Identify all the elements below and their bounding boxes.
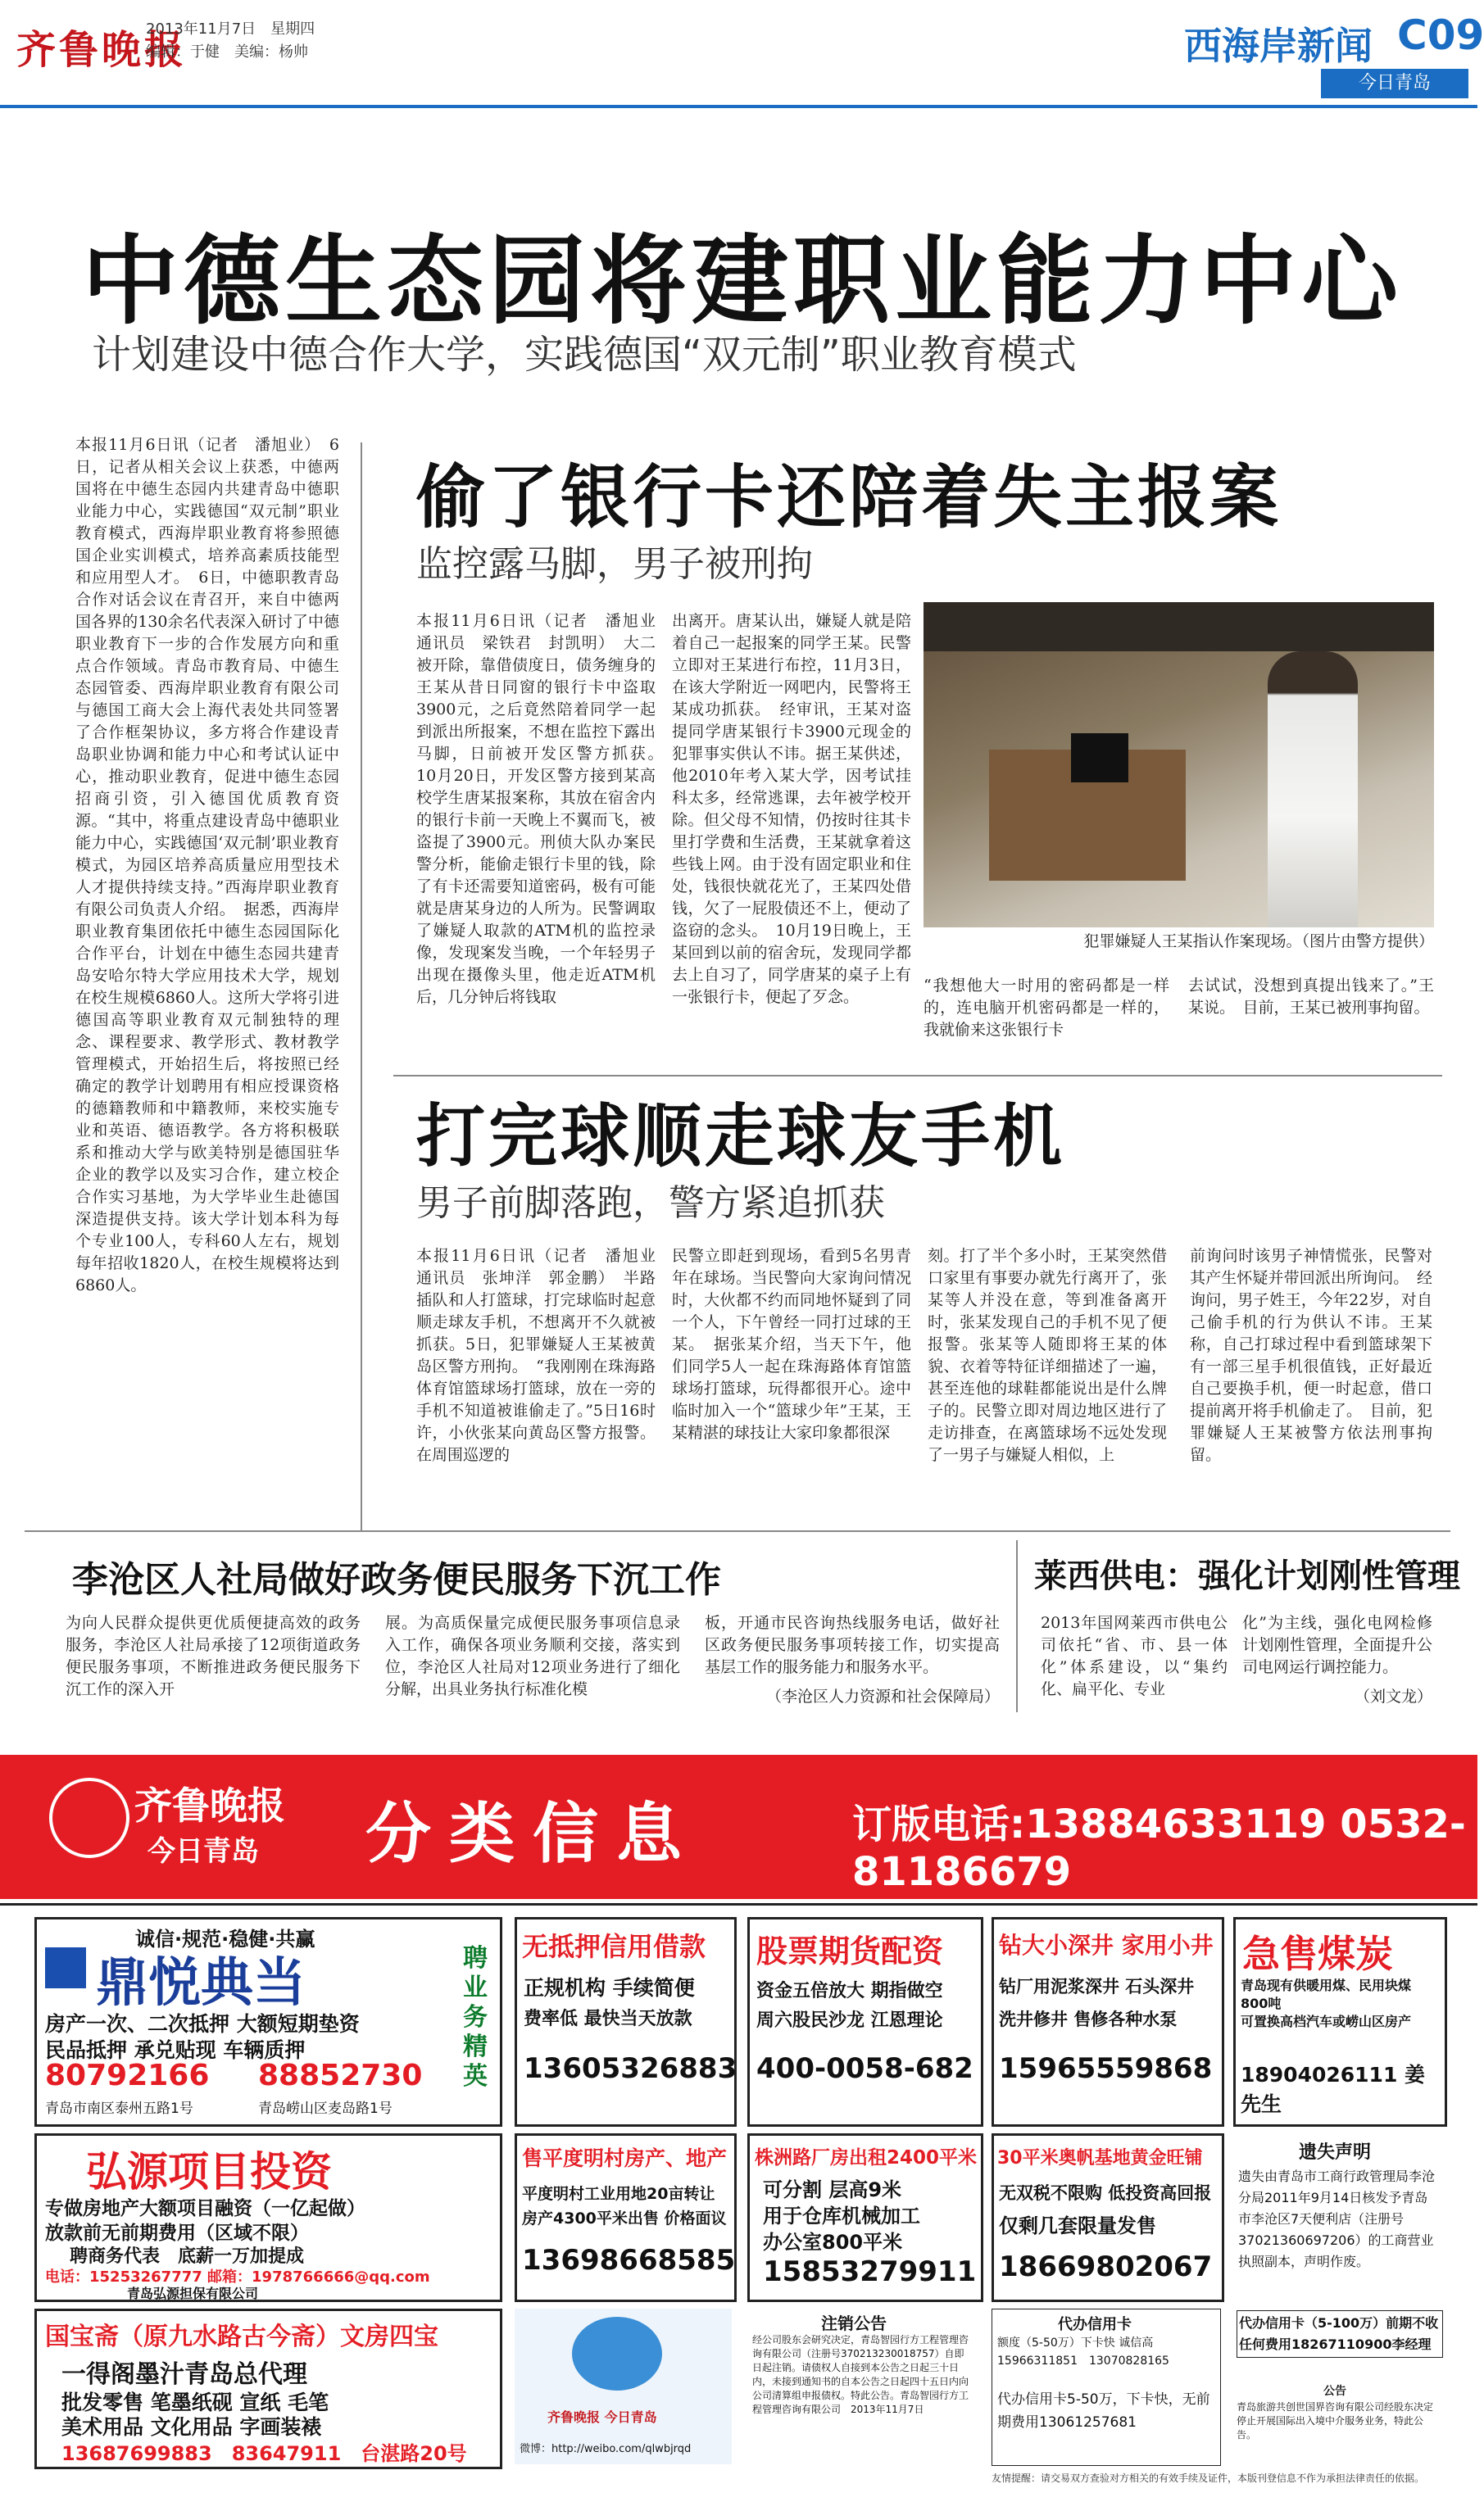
ad-loan-title: 无抵押信用借款 [522, 1931, 706, 1962]
ad-hongyuan-phone: 电话：15253267777 邮箱：1978766666@qq.com [45, 2268, 430, 2286]
story-phone-headline: 打完球顺走球友手机 [416, 1096, 1066, 1176]
subsection-label: 今日青岛 [1321, 69, 1468, 98]
ad-creditcard2 [1233, 2309, 1442, 2464]
ad-aofan-line1: 无双税不限购 低投资高回报 [999, 2183, 1212, 2203]
banner-logo-sub: 今日青岛 [147, 1835, 259, 1868]
ad-coal-line2: 可置换高档汽车或崂山区房产 [1241, 2014, 1412, 2029]
story-licang-col3: 板，开通市民咨询热线服务电话，做好社区政务便民服务事项转接工作，切实提高基层工作的服务能力和服务水平。 [705, 1614, 1000, 1676]
banner-phone: 订版电话:13884633119 0532-81186679 [852, 1802, 1466, 1895]
lead-subheadline: 计划建设中德合作大学，实践德国“双元制”职业教育模式 [92, 332, 1077, 378]
ad-hongyuan-line2: 放款前无前期费用（区域不限） [45, 2223, 309, 2244]
ad-dingyue-addr1: 青岛市南区泰州五路1号 [45, 2101, 193, 2117]
ad-creditcard [992, 2309, 1221, 2466]
ad-dingyue-line1: 房产一次、二次抵押 大额短期垫资 [45, 2012, 360, 2036]
ad-zhuzhou-title: 株洲路厂房出租2400平米 [755, 2147, 978, 2169]
ad-guobaozhai-line1: 一得阁墨汁青岛总代理 [61, 2360, 307, 2389]
ad-well-line1: 钻厂用泥浆深井 石头深井 [999, 1977, 1195, 1997]
ad-well [992, 1917, 1224, 2127]
bird-logo-icon [572, 2317, 662, 2391]
banner-logo [49, 1770, 320, 1876]
story-licang-col1: 为向人民群众提供更优质便捷高效的政务服务，李沧区人社局承接了12项街道政务便民服务事项，不断推进政务便民服务下沉工作的深入开 [66, 1614, 361, 1698]
ad-creditcard2-line1: 代办信用卡（5-100万）前期不收任何费用18267110900李经理 [1237, 2310, 1443, 2358]
ad-dingyue-phone2: 88852730 [258, 2059, 423, 2092]
ad-dingyue-title: 鼎悦典当 [96, 1953, 306, 2014]
story-laixi-col1: 2013年国网莱西市供电公司依托“省、市、县一体化”体系建设，以“集约化、扁平化、专业 [1041, 1614, 1228, 1698]
suspect-photo [924, 602, 1434, 927]
ad-coal-title: 急售煤炭 [1242, 1932, 1393, 1976]
story-phone-subheadline: 男子前脚落跑，警方紧追抓获 [416, 1182, 885, 1224]
page-number: C09 [1397, 11, 1484, 59]
section-title: 西海岸新闻 [1184, 24, 1373, 68]
ad-weibo-url: 微博：http://weibo.com/qlwbjrqd [520, 2443, 692, 2455]
ad-coal [1233, 1917, 1447, 2127]
ad-lost-title: 遗失声明 [1299, 2142, 1372, 2163]
classified-top-rule [0, 1903, 1477, 1906]
ad-dingyue-phone1: 80792166 [45, 2059, 210, 2092]
story-bankcard-col4: 去试试，没想到真提出钱来了。”王某说。 目前，王某已被刑事拘留。 [1188, 977, 1434, 1017]
ad-weibo [515, 2309, 732, 2464]
ad-zhuzhou-line1: 可分割 层高9米 [763, 2178, 902, 2201]
ad-loan-phone: 13605326883 [524, 2052, 737, 2085]
ad-pingdu-line1: 平度明村工业用地20亩转让 [522, 2185, 715, 2203]
ad-guobaozhai [34, 2309, 502, 2469]
ad-lost-body: 遗失由青岛市工商行政管理局李沧分局2011年9月14日核发予青岛市李沧区7天便利店（注册号37021360697206）的工商营业执照副本，声明作废。 [1238, 2169, 1436, 2269]
header-divider [0, 105, 1477, 108]
section-divider [25, 1530, 1450, 1532]
ad-creditcard-phone: 15966311851 13070828165 [997, 2355, 1169, 2368]
ad-creditcard-title: 代办信用卡 [1058, 2316, 1132, 2333]
banner-title: 分类信息 [365, 1796, 700, 1872]
pawn-logo-icon [45, 1947, 86, 1988]
ad-pingdu-line2: 房产4300平米出售 价格面议 [522, 2210, 727, 2228]
ad-pingdu-phone: 13698668585 [522, 2244, 736, 2277]
ad-dingyue-pawn [34, 1917, 502, 2127]
ad-hongyuan-title: 弘源项目投资 [86, 2148, 332, 2196]
ad-zhuzhou-line3: 办公室800平米 [763, 2231, 903, 2254]
issue-meta [146, 18, 315, 64]
ad-guobaozhai-phone: 13687699883 83647911 台湛路20号 [61, 2442, 467, 2465]
ad-loan-line1: 正规机构 手续简便 [524, 1976, 695, 2000]
ad-cancel-title: 注销公告 [821, 2314, 887, 2333]
story-phone-col2: 民警立即赶到现场，看到5名男青年在球场。当民警向大家询问情况时，大伙都不约而同地怀疑到了同一个人，下午曾经一同打过球的王某。 据张某介绍，当天下午，他们同学5人一起在珠海路体育馆篮球场打篮球，玩得都很开心。途中临时加入一个“篮球少年”王某，王某精湛的球技让大家印象都很深 [672, 1247, 911, 1442]
ad-guobaozhai-line2: 批发零售 笔墨纸砚 宣纸 毛笔 [61, 2391, 329, 2414]
ad-creditcard-line2: 代办信用卡5-50万，下卡快，无前期费用13061257681 [997, 2391, 1210, 2431]
issue-editors: 编辑：于健 美编：杨帅 [146, 43, 308, 61]
issue-date: 2013年11月7日 星期四 [146, 20, 315, 38]
ad-announce-body: 青岛旅游共创世国界咨询有限公司经股东决定停止开展国际出入境中介服务业务，特此公告。 [1237, 2401, 1434, 2441]
ad-well-phone: 15965559868 [999, 2052, 1213, 2085]
ad-lost-notice [1233, 2133, 1442, 2297]
lead-headline: 中德生态园将建职业能力中心 [82, 224, 1404, 338]
story-laixi-headline: 莱西供电：强化计划刚性管理 [1034, 1557, 1460, 1595]
newspaper-logo: 齐鲁晚报 [16, 27, 188, 73]
ad-well-line2: 洗井修井 售修各种水泵 [999, 2010, 1178, 2029]
ad-pingdu-title: 售平度明村房产、地产 [522, 2146, 728, 2170]
story-laixi-col2: 化”为主线，强化电网检修计划刚性管理，全面提升公司电网运行调控能力。 [1242, 1614, 1432, 1676]
ad-weibo-logo: 齐鲁晚报 今日青岛 [547, 2409, 657, 2425]
ad-guobaozhai-line3: 美术用品 文化用品 字画装裱 [61, 2415, 322, 2439]
ad-dingyue-motto: 诚信·规范·稳健·共赢 [135, 1928, 315, 1951]
ad-aofan-line2: 仅剩几套限量发售 [999, 2214, 1156, 2237]
ad-cancel-body: 经公司股东会研究决定，青岛智园行方工程管理咨询有限公司（注册号370213230018757）自即日起注销。请债权人自接到本公告之日起三十日内，未接到通知书的自本公告之日起四十五日内向公司清算组申报债权。特此公告。青岛智园行方工程管理咨询有限公司 2013年11月7日 [752, 2334, 969, 2415]
ad-stock-line2: 周六股民沙龙 江恩理论 [756, 2010, 943, 2031]
story-licang-col2: 展。为高质保量完成便民服务事项信息录入工作，确保各项业务顺利交接，落实到位，李沧区人社局对12项业务进行了细化分解，出具业务执行标准化模 [385, 1614, 680, 1698]
story-licang-headline: 李沧区人社局做好政务便民服务下沉工作 [72, 1559, 721, 1601]
ad-pingdu [515, 2133, 737, 2302]
ad-loan [515, 1917, 737, 2127]
photo-caption: 犯罪嫌疑人王某指认作案现场。（图片由警方提供） [1083, 932, 1434, 950]
column-divider [1016, 1540, 1018, 1712]
ad-hongyuan-line3: 聘商务代表 底薪一万加提成 [70, 2246, 305, 2267]
ad-loan-line2: 费率低 最快当天放款 [524, 2009, 692, 2029]
ad-aofan-title: 30平米奥帆基地黄金旺铺 [997, 2148, 1203, 2169]
story-divider [393, 1075, 1442, 1076]
ad-dingyue-side: 聘业务精英 [463, 1944, 488, 2091]
ad-hongyuan-line1: 专做房地产大额项目融资（一亿起做） [45, 2198, 365, 2219]
ad-stock [747, 1917, 983, 2127]
ad-zhuzhou-phone: 15853279911 [763, 2255, 977, 2288]
ad-aofan-phone: 18669802067 [999, 2250, 1213, 2283]
story-bankcard-subheadline: 监控露马脚，男子被刑拘 [416, 543, 813, 585]
story-bankcard-headline: 偷了银行卡还陪着失主报案 [416, 457, 1282, 537]
story-licang-credit: （李沧区人力资源和社会保障局） [765, 1688, 1000, 1706]
ad-guobaozhai-title: 国宝斋（原九水路古今斋）文房四宝 [45, 2323, 438, 2351]
ad-announce-title: 公告 [1323, 2385, 1346, 2398]
ad-stock-title: 股票期货配资 [756, 1933, 944, 1969]
ad-dingyue-addr2: 青岛崂山区麦岛路1号 [258, 2101, 393, 2117]
ad-dingyue-line2: 民品抵押 承兑贴现 车辆质押 [45, 2038, 306, 2062]
ad-hongyuan [34, 2133, 502, 2302]
story-bankcard-col1: 本报11月6日讯（记者 潘旭业 通讯员 梁铁君 封凯明） 大二被开除，靠借债度日，债务缠身的王某从昔日同窗的银行卡中盗取3900元，之后竟然陪着同学一起到派出所报案，不想在监控下露出马脚，日前被开发区警方抓获。 10月20日，开发区警方接到某高校学生唐某报案称，其放在宿舍内的银行卡前一天晚上不翼而飞，被盗提了3900元。刑侦大队办案民警分析，能偷走银行卡里的钱，除了有卡还需要知道密码，极有可能就是唐某身边的人所为。民警调取了嫌疑人取款的ATM机的监控录像，发现案发当晚，一个年轻男子出现在摄像头里，他走近ATM机后，几分钟后将钱取 [416, 612, 672, 1006]
lead-story-body: 本报11月6日讯（记者 潘旭业） 6日，记者从相关会议上获悉，中德两国将在中德生态园内共建青岛中德职业能力中心，实践德国“双元制”职业教育模式，西海岸职业教育将参照德国企业实训模式，培养高素质技能型和应用型人才。 6日，中德职教青岛合作对话会议在青召开，来自中德两国各界的130余名代表深入研讨了中德职业教育下一步的合作发展方向和重点合作领域。青岛市教育局、中德生态园管委、西海岸职业教育有限公司与德国工商大会上海代表处共同签署了合作框架协议，多方将合作建设青岛职业协调和能力中心和考试认证中心，推动职业教育，促进中德生态园招商引资，引入德国优质教育资源。“其中，将重点建设青岛中德职业能力中心，实践德国‘双元制’职业教育模式，为园区培养高质量应用型技术人才提供持续支持。”西海岸职业教育有限公司负责人介绍。 据悉，西海岸职业教育集团依托中德生态园国际化合作平台，计划在中德生态园共建青岛安哈尔特大学应用技术大学，规划在校生规模6860人。这所大学将引进德国高等职业教育双元制独特的理念、课程要求、教学形式、教材教学管理模式，开始招生后，将按照已经确定的教学计划聘用有相应授课资格的德籍教师和中籍教师，来校实施专业和英语、德语教学。各方将积极联系和推动大学与欧美特别是德国驻华企业的教学以及实习合作，建立校企合作实习基地，为大学毕业生赴德国深造提供支持。该大学计划本科为每个专业100人，专科60人左右，规划每年招收1820人，在校生规模将达到6860人。 [75, 436, 339, 1294]
story-laixi-credit: （刘文龙） [1354, 1688, 1432, 1706]
banner-logo-text: 齐鲁晚报 [134, 1783, 285, 1828]
column-divider [361, 442, 362, 1532]
footer-disclaimer: 友情提醒：请交易双方查验对方相关的有效手续及证件，本版刊登信息不作为承担法律责任的依据。 [992, 2472, 1425, 2484]
story-bankcard-col2: 出离开。唐某认出，嫌疑人就是陪着自己一起报案的同学王某。民警立即对王某进行布控，11月3日，在该大学附近一网吧内，民警将王某成功抓获。 经审讯，王某对盗提同学唐某银行卡3900元现金的犯罪事实供认不讳。据王某供述，他2010年考入某大学，因考试挂科太多，经常逃课，去年被学校开除。但父母不知情，仍按时往其卡里打学费和生活费，王某就拿着这些钱上网。由于没有固定职业和住处，钱很快就花光了，王某四处借钱，欠了一屁股债还不上，便动了盗窃的念头。 10月19日晚上，王某回到以前的宿舍玩，发现同学都去上自习了，同学唐某的桌子上有一张银行卡，便起了歹念。 [672, 612, 911, 1006]
ad-zhuzhou-line2: 用于仓库机械加工 [763, 2205, 920, 2228]
ad-creditcard-line1: 额度（5-50万）下卡快 诚信高 [997, 2336, 1154, 2350]
ad-well-title: 钻大小深井 家用小井 [999, 1932, 1214, 1959]
story-phone-col1: 本报11月6日讯（记者 潘旭业 通讯员 张坤洋 郭金鹏） 半路插队和人打篮球，打完球临时起意顺走球友手机，不想离开不久就被抓获。5日，犯罪嫌疑人王某被黄岛区警方刑拘。 “我刚刚在珠海路体育馆篮球场打篮球，放在一旁的手机不知道被谁偷走了。”5日16时许，小伙张某向黄岛区警方报警。在周围巡逻的 [416, 1247, 672, 1464]
ad-stock-line1: 资金五倍放大 期指做空 [756, 1981, 943, 2001]
story-bankcard-col3: “我想他大一时用的密码都是一样的，连电脑开机密码都是一样的，我就偷来这张银行卡 [924, 977, 1169, 1039]
ad-coal-line1: 青岛现有供暖用煤、民用块煤800吨 [1241, 1978, 1412, 2011]
ad-aofan [992, 2133, 1224, 2302]
story-phone-col3: 刻。打了半个多小时，王某突然借口家里有事要办就先行离开了，张某等人并没在意，等到准备离开时，张某发现自己的手机不见了便报警。张某等人随即将王某的体貌、衣着等特征详细描述了一遍，甚至连他的球鞋都能说出是什么牌子的。民警立即对周边地区进行了走访排查，在离篮球场不远处发现了一男子与嫌疑人相似，上 [928, 1247, 1167, 1464]
ad-zhuzhou [747, 2133, 983, 2302]
story-phone-col4: 前询问时该男子神情慌张，民警对其产生怀疑并带回派出所询问。 经询问，男子姓王，今年22岁，对自己偷手机的行为供认不讳。王某称，自己打球过程中看到篮球架下有一部三星手机很值钱，正好最近自己要换手机，便一时起意，借口提前离开将手机偷走了。 目前，犯罪嫌疑人王某被警方依法刑事拘留。 [1190, 1247, 1432, 1464]
ad-cancel-notice [747, 2309, 978, 2464]
ad-stock-phone: 400-0058-682 [756, 2052, 973, 2085]
ad-coal-phone: 18904026111 姜先生 [1241, 2063, 1426, 2116]
ad-hongyuan-company: 青岛弘源担保有限公司 [127, 2286, 259, 2301]
